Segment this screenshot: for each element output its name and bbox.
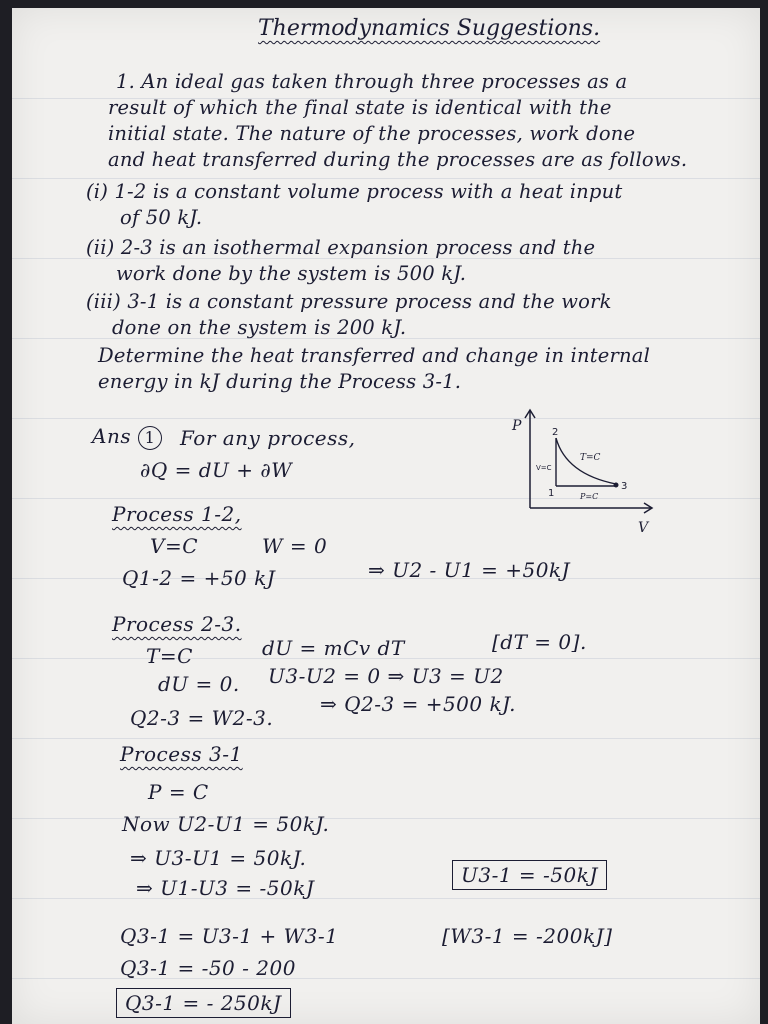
isobaric-label: P=C <box>580 492 599 501</box>
question-line: result of which the final state is identical with the <box>108 96 612 119</box>
answer-intro: For any process, <box>180 426 356 450</box>
process-12-line: ⇒ U2 - U1 = +50kJ <box>368 558 571 582</box>
process-12-line: W = 0 <box>262 534 328 558</box>
process-23-line: dU = 0. <box>158 672 240 696</box>
question-part: (iii) 3-1 is a constant pressure process and the work <box>86 290 612 313</box>
question-part: done on the system is 200 kJ. <box>112 316 407 339</box>
page-rule <box>12 738 760 739</box>
process-31-heading: Process 3-1 <box>120 742 243 766</box>
process-31-line: P = C <box>148 780 209 804</box>
process-23-line: T=C <box>146 644 193 668</box>
work-value-bracket: [W3-1 = -200kJ] <box>442 924 613 948</box>
y-axis-label: P <box>512 418 522 434</box>
question-part: (i) 1-2 is a constant volume process with a heat input <box>86 180 623 203</box>
answer-label-text: Ans <box>92 424 132 448</box>
process-23-line: Q2-3 = W2-3. <box>130 706 274 730</box>
point-2-label: 2 <box>552 427 559 438</box>
general-equation: ∂Q = dU + ∂W <box>140 458 293 482</box>
point-3-label: 3 <box>621 481 628 492</box>
answer-number: 1 <box>138 426 162 450</box>
process-23-heading: Process 2-3. <box>112 612 242 636</box>
process-31-line: Now U2-U1 = 50kJ. <box>122 812 330 836</box>
pv-diagram <box>500 408 660 538</box>
question-line: initial state. The nature of the processes, work done <box>108 122 636 145</box>
internal-energy-result-box: U3-1 = -50kJ <box>452 860 607 890</box>
isochoric-label: V=C <box>536 464 552 472</box>
page-rule <box>12 898 760 899</box>
process-12-heading: Process 1-2, <box>112 502 242 526</box>
question-line: and heat transferred during the processes are as follows. <box>108 148 688 171</box>
answer-label <box>92 424 162 450</box>
process-23-line: ⇒ Q2-3 = +500 kJ. <box>320 692 516 716</box>
heat-result-box: Q3-1 = - 250kJ <box>116 988 291 1018</box>
process-23-line: U3-U2 = 0 ⇒ U3 = U2 <box>268 664 504 688</box>
page-title: Thermodynamics Suggestions. <box>258 16 601 41</box>
process-23-line: [dT = 0]. <box>492 630 587 654</box>
process-12-line: V=C <box>150 534 199 558</box>
question-ask: energy in kJ during the Process 3-1. <box>98 370 462 393</box>
process-23-line: dU = mCv dT <box>262 636 405 660</box>
isothermal-label: T=C <box>580 453 601 463</box>
question-line: 1. An ideal gas taken through three processes as a <box>116 70 628 93</box>
question-part: of 50 kJ. <box>120 206 203 229</box>
question-ask: Determine the heat transferred and change in internal <box>98 344 651 367</box>
notebook-page <box>12 8 760 1024</box>
x-axis-label: V <box>638 520 649 536</box>
process-31-line: ⇒ U3-U1 = 50kJ. <box>130 846 307 870</box>
process-31-line: Q3-1 = -50 - 200 <box>120 956 296 980</box>
page-rule <box>12 178 760 179</box>
process-12-line: Q1-2 = +50 kJ <box>122 566 276 590</box>
point-1-label: 1 <box>548 488 555 499</box>
process-31-line: Q3-1 = U3-1 + W3-1 <box>120 924 339 948</box>
question-part: (ii) 2-3 is an isothermal expansion process and the <box>86 236 596 259</box>
process-31-line: ⇒ U1-U3 = -50kJ <box>136 876 315 900</box>
question-part: work done by the system is 500 kJ. <box>116 262 467 285</box>
